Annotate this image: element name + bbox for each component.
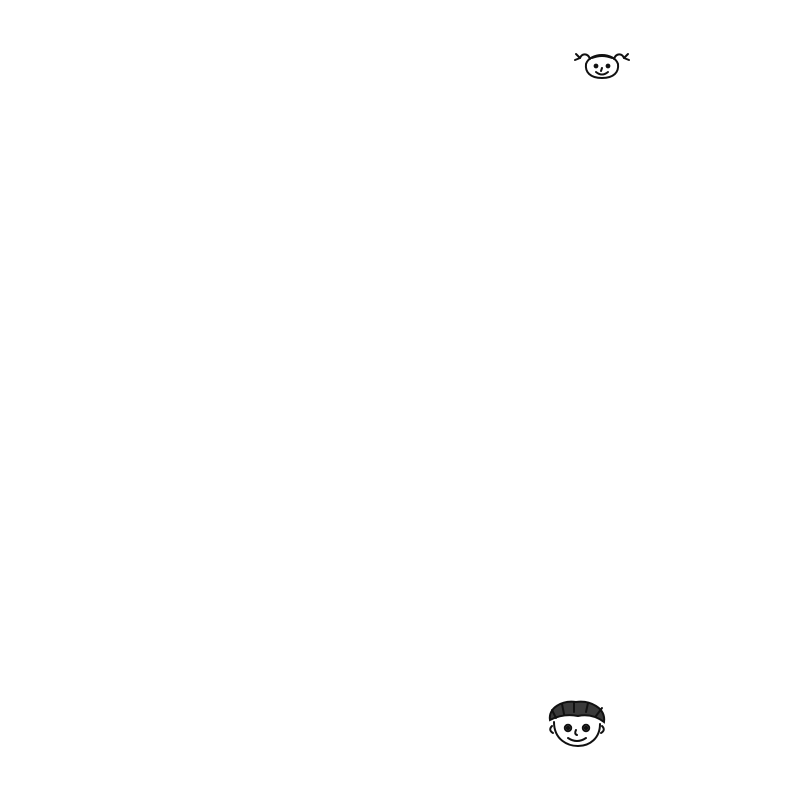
boy-face-icon	[550, 702, 604, 746]
girl-face-icon	[575, 54, 629, 78]
